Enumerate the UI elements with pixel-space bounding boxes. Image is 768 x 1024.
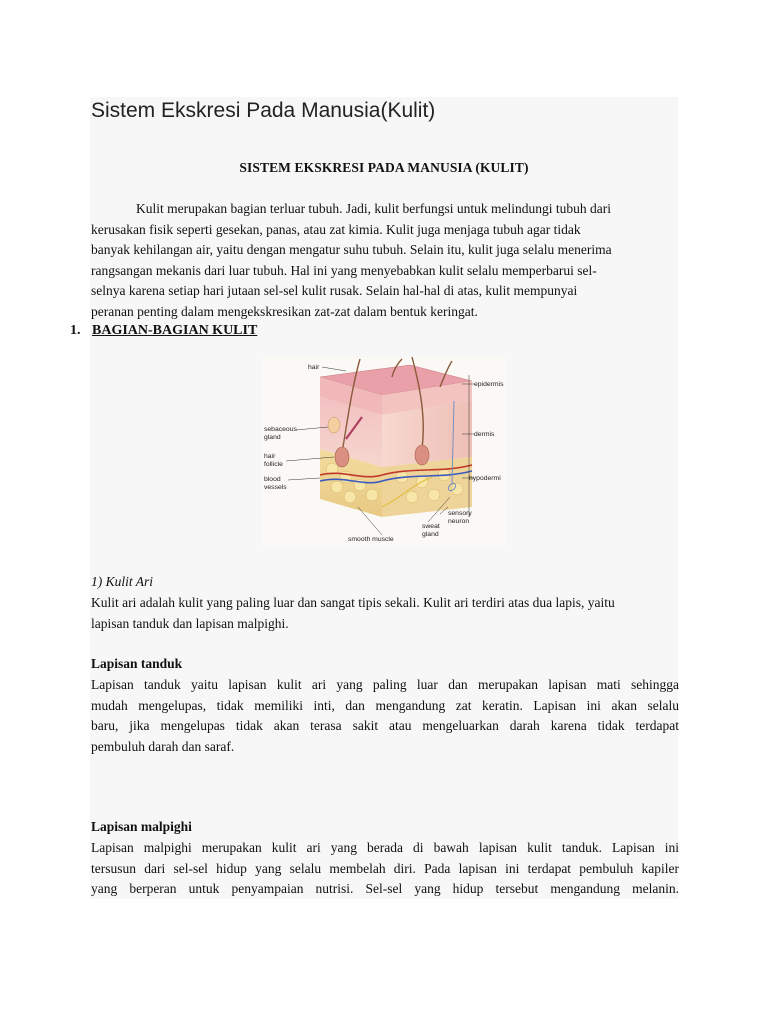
paragraph-line: mudah mengelupas, tidak memiliki inti, dan mengandung zat keratin. Lapisan ini akan selalu <box>91 697 679 713</box>
intro-line: selnya karena setiap hari jutaan sel-sel kulit rusak. Selain hal-hal di atas, kulit mempunyai <box>91 283 578 298</box>
skin-cross-section-illustration <box>262 357 506 546</box>
kulit-ari-paragraph <box>91 593 679 634</box>
intro-paragraph <box>91 199 679 322</box>
main-heading: SISTEM EKSKRESI PADA MANUSIA (KULIT) <box>239 160 529 175</box>
figure-label-epidermis: epidermis <box>474 381 504 388</box>
intro-line: Kulit merupakan bagian terluar tubuh. Jadi, kulit berfungsi untuk melindungi tubuh dari <box>136 201 612 216</box>
intro-line: banyak kehilangan air, yaitu dengan mengatur suhu tubuh. Selain itu, kulit juga selalu menerima <box>91 242 612 257</box>
figure-label-smooth-muscle: smooth muscle <box>348 536 394 543</box>
figure-label-hypodermis: hypodermi <box>469 475 501 482</box>
figure-label-hair-follicle: hair <box>264 453 276 460</box>
skin-diagram-figure <box>262 357 506 546</box>
figure-label-sensory-neuron: neuron <box>448 518 470 525</box>
intro-line: peranan penting dalam mengekskresikan zat-zat dalam bentuk keringat. <box>91 303 478 319</box>
figure-label-dermis: dermis <box>474 431 495 438</box>
intro-line: rangsangan mekanis dari luar tubuh. Hal ini yang menyebabkan kulit selalu memperbarui sel- <box>91 262 597 278</box>
paragraph-line: Lapisan tanduk yaitu lapisan kulit ari yang paling luar dan merupakan lapisan mati sehingga <box>91 677 679 692</box>
figure-label-sweat: sweat <box>422 523 440 530</box>
intro-line: kerusakan fisik seperti gesekan, panas, atau zat kimia. Kulit juga menjaga tubuh agar tidak <box>91 221 581 237</box>
figure-label-sebaceous-gland: gland <box>264 434 281 441</box>
paragraph-line: baru, jika mengelupas tidak akan terasa sakit atau mengeluarkan darah karena tidak terdapat <box>91 718 679 733</box>
figure-label-sweat-gland: gland <box>422 531 439 538</box>
section-number: 1. <box>70 323 81 338</box>
figure-label-blood-vessels: vessels <box>264 484 287 491</box>
figure-label-sebaceous: sebaceous <box>264 426 297 433</box>
figure-label-follicle: follicle <box>264 461 283 468</box>
paragraph-line: Kulit ari adalah kulit yang paling luar dan sangat tipis sekali. Kulit ari terdiri atas dua lapis, yaitu <box>91 595 615 610</box>
lapisan-malpighi-heading: Lapisan malpighi <box>91 819 192 834</box>
section-title: BAGIAN-BAGIAN KULIT <box>92 323 258 338</box>
section-heading <box>70 321 257 341</box>
figure-label-blood: blood <box>264 476 281 483</box>
figure-label-sensory: sensory <box>448 510 472 517</box>
lapisan-tanduk-heading: Lapisan tanduk <box>91 656 183 671</box>
paragraph-line: yang berperan untuk penyampaian nutrisi. Sel-sel yang hidup tersebut mengandung melanin. <box>91 881 679 896</box>
paragraph-line: tersusun dari sel-sel hidup yang selalu membelah diri. Pada lapisan ini terdapat pembuluh kapiler <box>91 860 679 876</box>
lapisan-tanduk-paragraph <box>91 675 679 757</box>
kulit-ari-heading: 1) Kulit Ari <box>91 574 154 589</box>
figure-label-hair: hair <box>308 364 320 371</box>
paragraph-line: lapisan tanduk dan lapisan malpighi. <box>91 615 289 631</box>
paragraph-line: pembuluh darah dan saraf. <box>91 738 235 754</box>
lapisan-malpighi-paragraph <box>91 838 679 900</box>
page-title: Sistem Ekskresi Pada Manusia(Kulit) <box>91 99 436 122</box>
paragraph-line: Lapisan malpighi merupakan kulit ari yang berada di bawah lapisan kulit tanduk. Lapisan ini <box>91 840 679 855</box>
